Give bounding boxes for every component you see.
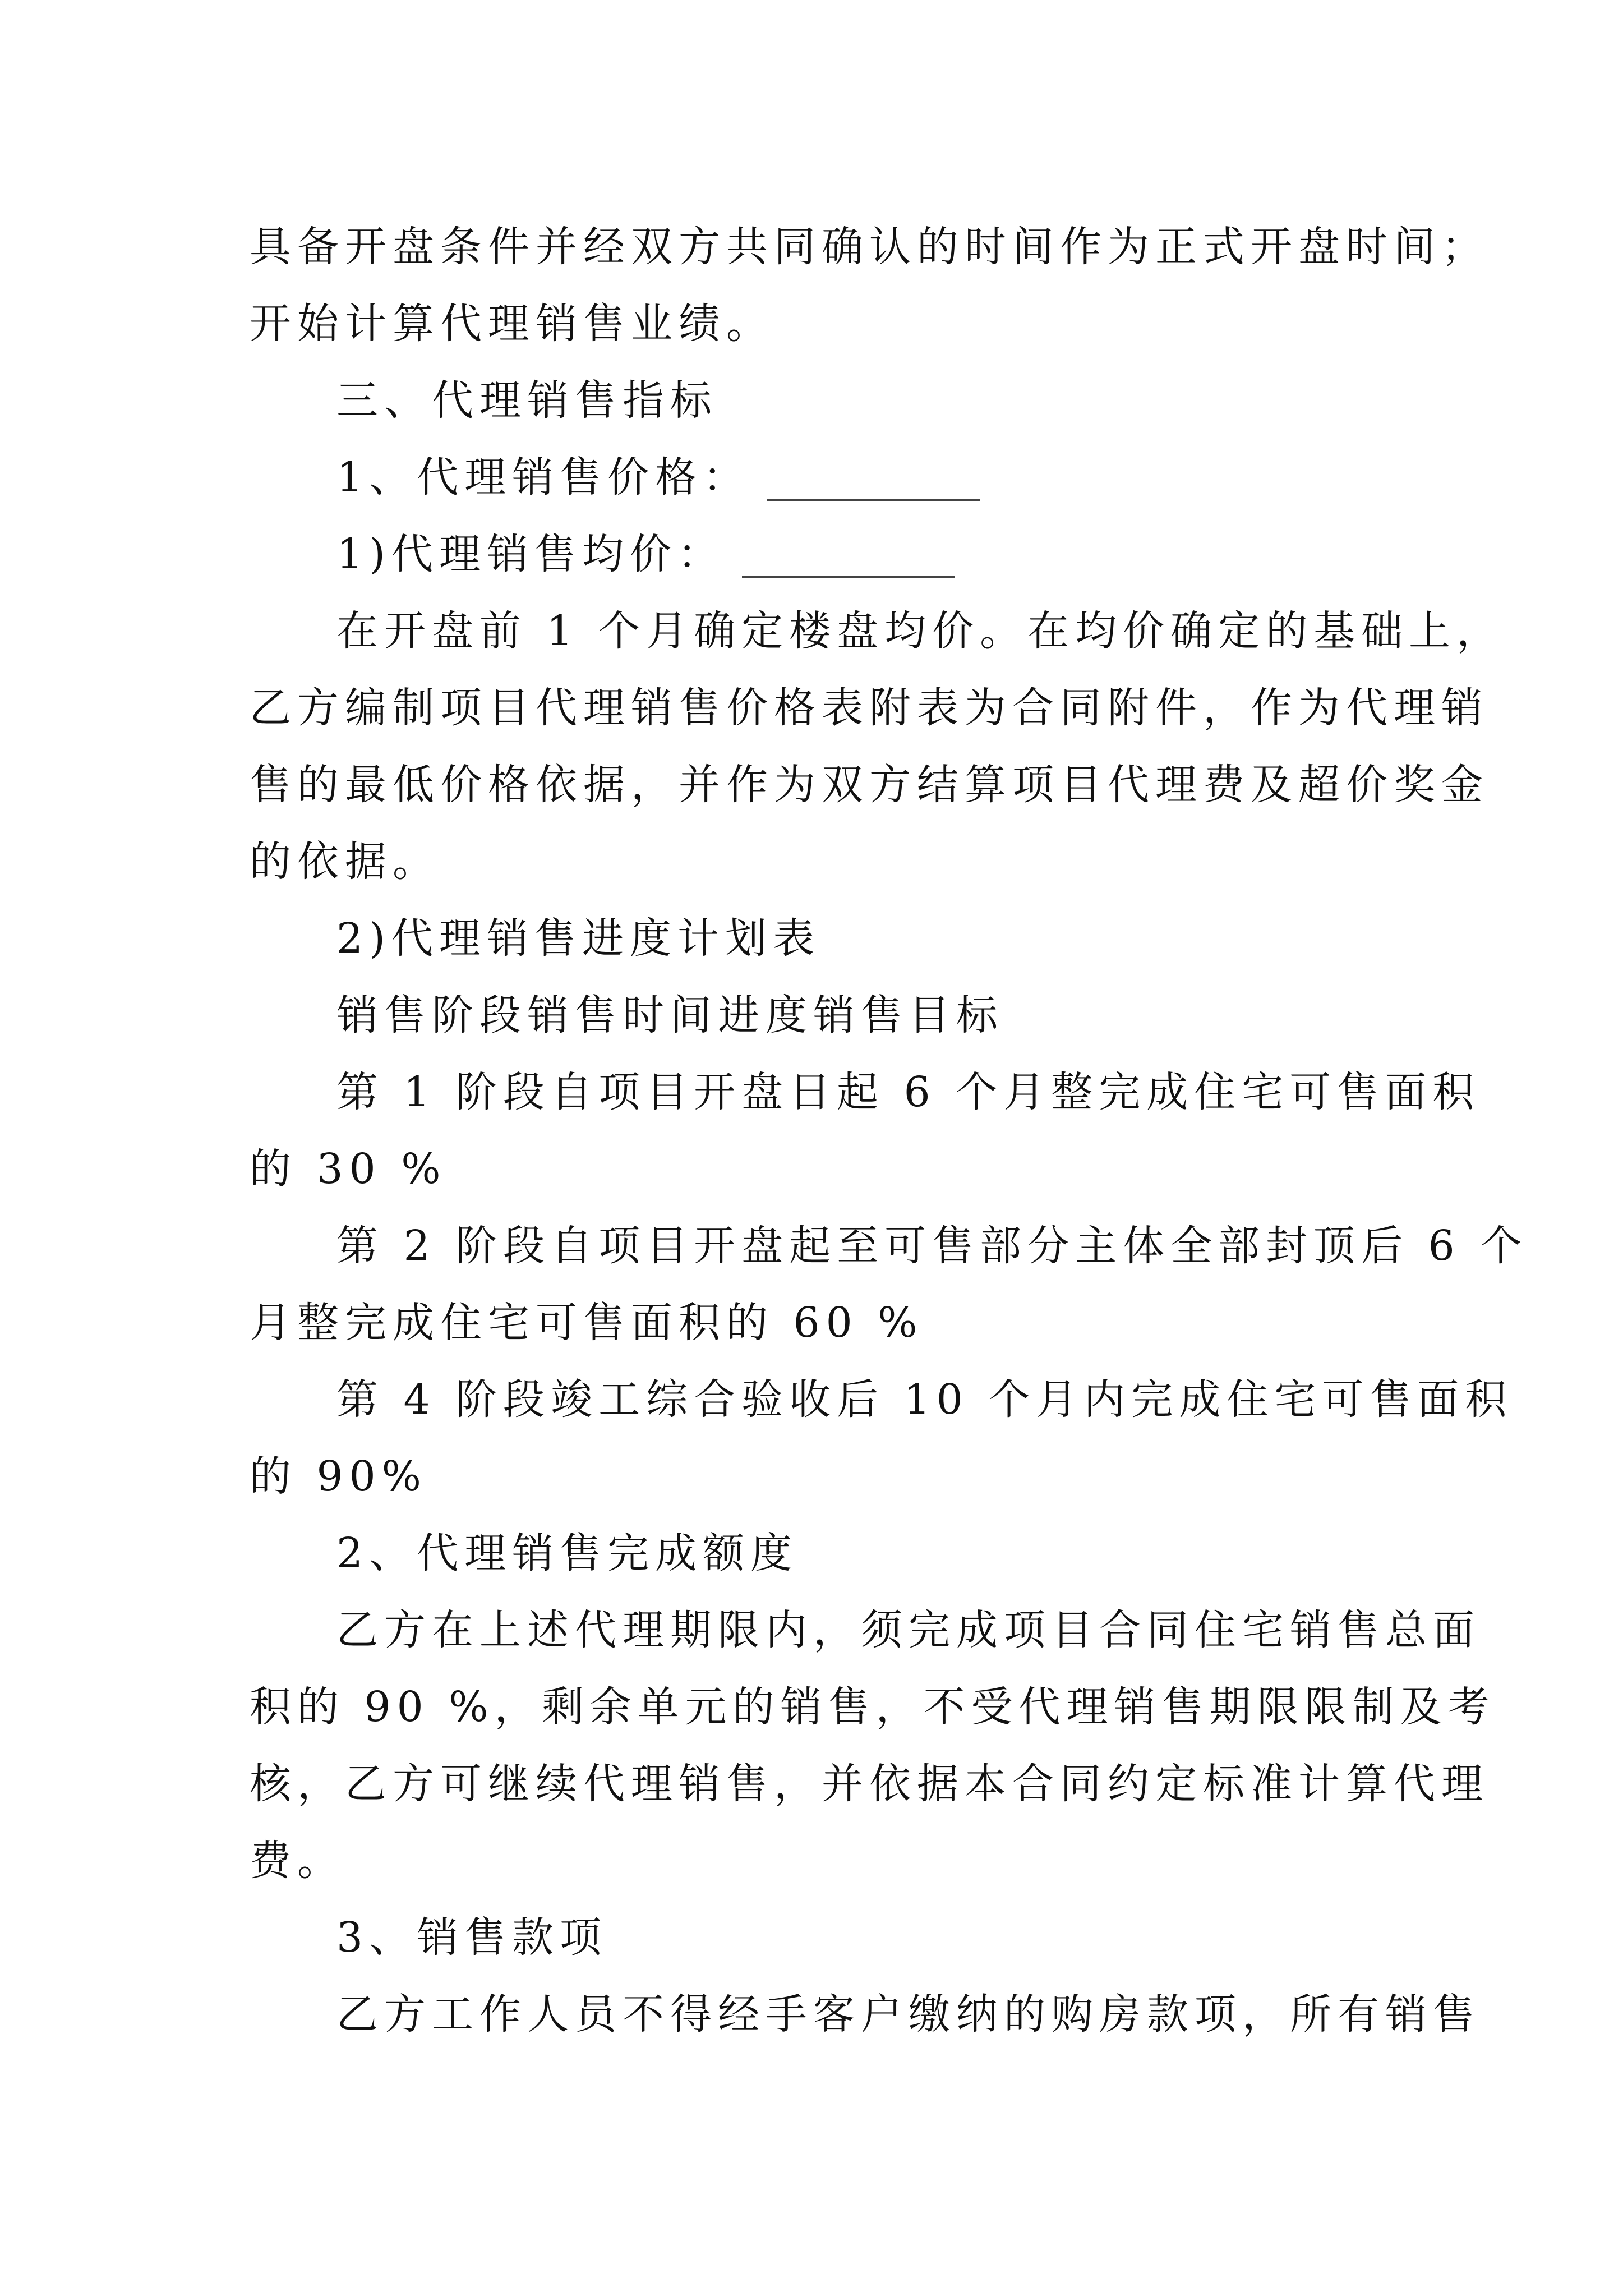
subsection-heading: 2)代理销售进度计划表 [336,914,820,963]
field-label: 1)代理销售均价： [336,530,725,578]
blank-underline [767,460,980,501]
text-line: 积的 90 %，剩余单元的销售，不受代理销售期限限制及考 [250,1683,1496,1731]
text-line: 核，乙方可继续代理销售，并依据本合同约定标准计算代理 [250,1760,1489,1808]
field-line [336,444,1388,511]
text-line: 乙方在上述代理期限内，须完成项目合同住宅销售总面 [336,1606,1481,1654]
text-line: 第 2 阶段自项目开盘起至可售部分主体全部封顶后 6 个 [336,1222,1528,1270]
text-line: 乙方工作人员不得经手客户缴纳的购房款项，所有销售 [336,1990,1481,2039]
text-line: 第 4 阶段竣工综合验收后 10 个月内完成住宅可售面积 [336,1375,1513,1424]
field-label: 1、代理销售价格： [336,453,751,501]
text-line: 开始计算代理销售业绩。 [250,300,774,348]
section-heading: 2、代理销售完成额度 [336,1529,799,1577]
blank-underline [742,537,955,578]
text-line: 具备开盘条件并经双方共同确认的时间作为正式开盘时间； [250,223,1489,271]
text-line: 费。 [250,1837,345,1885]
text-line: 售的最低价格依据，并作为双方结算项目代理费及超价奖金 [250,761,1489,809]
text-line: 的 30 % [250,1145,447,1193]
text-line: 第 1 阶段自项目开盘日起 6 个月整完成住宅可售面积 [336,1068,1481,1116]
text-line: 在开盘前 1 个月确定楼盘均价。在均价确定的基础上， [336,607,1505,655]
section-heading: 三、代理销售指标 [336,376,718,425]
text-line: 的 90% [250,1452,427,1501]
text-line: 的依据。 [250,838,440,886]
section-heading: 3、销售款项 [336,1913,608,1962]
field-line [336,521,1388,588]
text-line: 月整完成住宅可售面积的 60 % [250,1299,924,1347]
text-line: 销售阶段销售时间进度销售目标 [336,991,1004,1039]
text-line: 乙方编制项目代理销售价格表附表为合同附件，作为代理销 [250,684,1489,732]
